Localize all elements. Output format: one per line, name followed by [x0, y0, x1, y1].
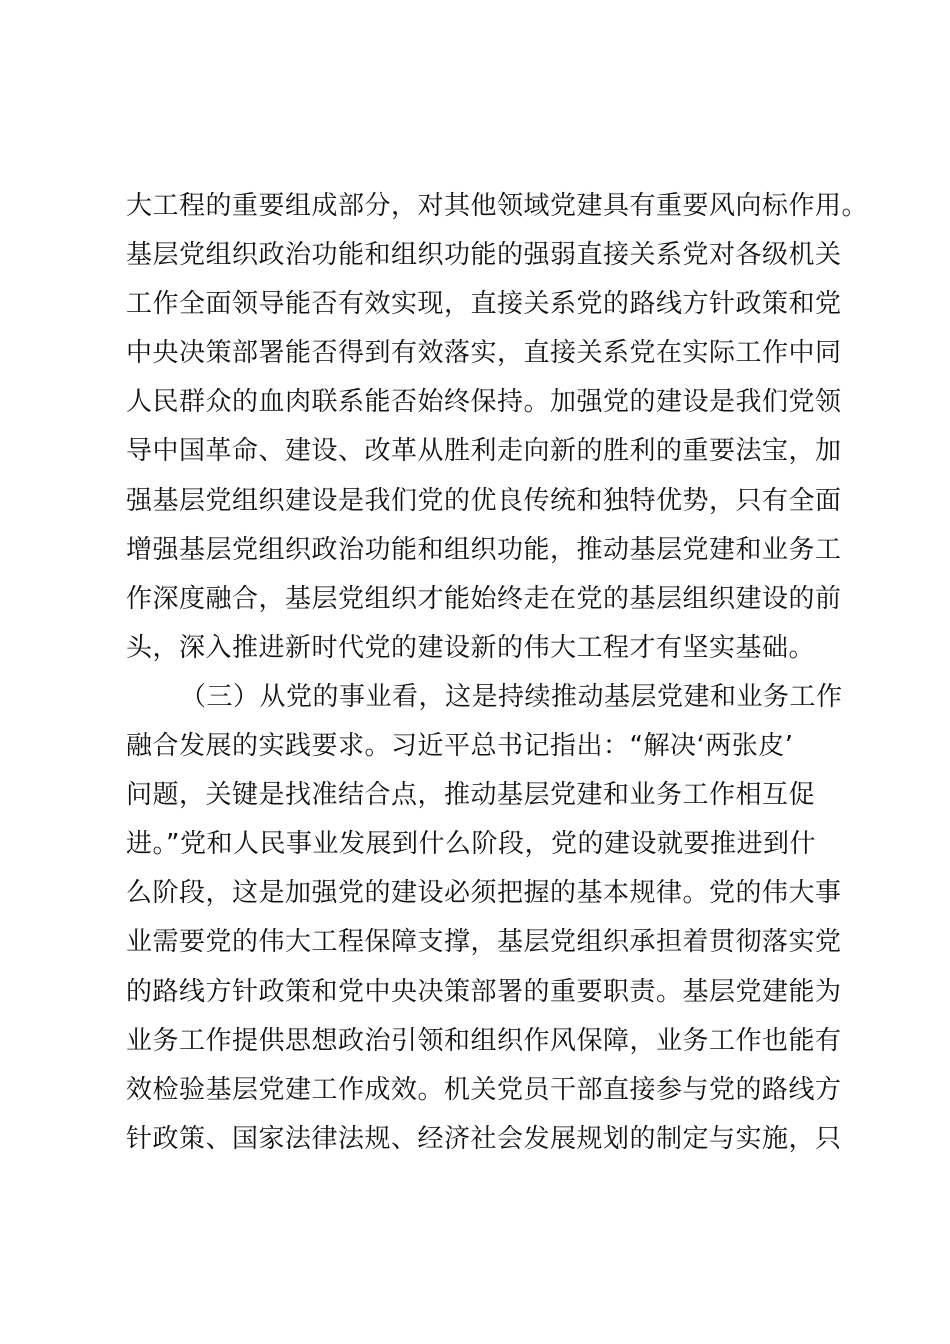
text-line: 大工程的重要组成部分，对其他领域党建具有重要风向标作用。: [126, 191, 869, 221]
text-line: 中央决策部署能否得到有效落实，直接关系党在实际工作中同: [126, 338, 842, 369]
text-line: 问题，关键是找准结合点，推动基层党建和业务工作相互促: [126, 780, 816, 811]
text-line: 么阶段，这是加强党的建设必须把握的基本规律。党的伟大事: [126, 878, 842, 909]
text-line: 工作全面领导能否有效实现，直接关系党的路线方针政策和党: [126, 289, 842, 320]
paragraph-continuation: [126, 182, 869, 673]
document-body: [126, 182, 869, 1164]
text-line: 的路线方针政策和党中央决策部署的重要职责。基层党建能为: [126, 976, 842, 1007]
text-line: 效检验基层党建工作成效。机关党员干部直接参与党的路线方: [126, 1074, 842, 1105]
text-line: 人民群众的血肉联系能否始终保持。加强党的建设是我们党领: [126, 387, 842, 418]
text-line: 针政策、国家法律法规、经济社会发展规划的制定与实施，只: [126, 1123, 842, 1154]
text-line: 业务工作提供思想政治引领和组织作风保障，业务工作也能有: [126, 1025, 842, 1056]
section-heading-line: （三）从党的事业看，这是持续推动基层党建和业务工作: [180, 681, 843, 712]
text-line: 强基层党组织建设是我们党的优良传统和独特优势，只有全面: [126, 485, 842, 516]
text-line: 业需要党的伟大工程保障支撑，基层党组织承担着贯彻落实党: [126, 927, 842, 958]
text-line: 增强基层党组织政治功能和组织功能，推动基层党建和业务工: [126, 534, 842, 565]
text-line: 基层党组织政治功能和组织功能的强弱直接关系党对各级机关: [126, 240, 842, 271]
paragraph-section-three: [126, 673, 846, 1164]
text-line: 头，深入推进新时代党的建设新的伟大工程才有坚实基础。: [126, 632, 816, 663]
text-line: 导中国革命、建设、改革从胜利走向新的胜利的重要法宝，加: [126, 436, 842, 467]
text-line: 融合发展的实践要求。习近平总书记指出：“解决‘两张皮’: [126, 731, 794, 762]
text-line: 作深度融合，基层党组织才能始终走在党的基层组织建设的前: [126, 583, 842, 614]
text-line: 进。”党和人民事业发展到什么阶段，党的建设就要推进到什: [126, 829, 816, 860]
